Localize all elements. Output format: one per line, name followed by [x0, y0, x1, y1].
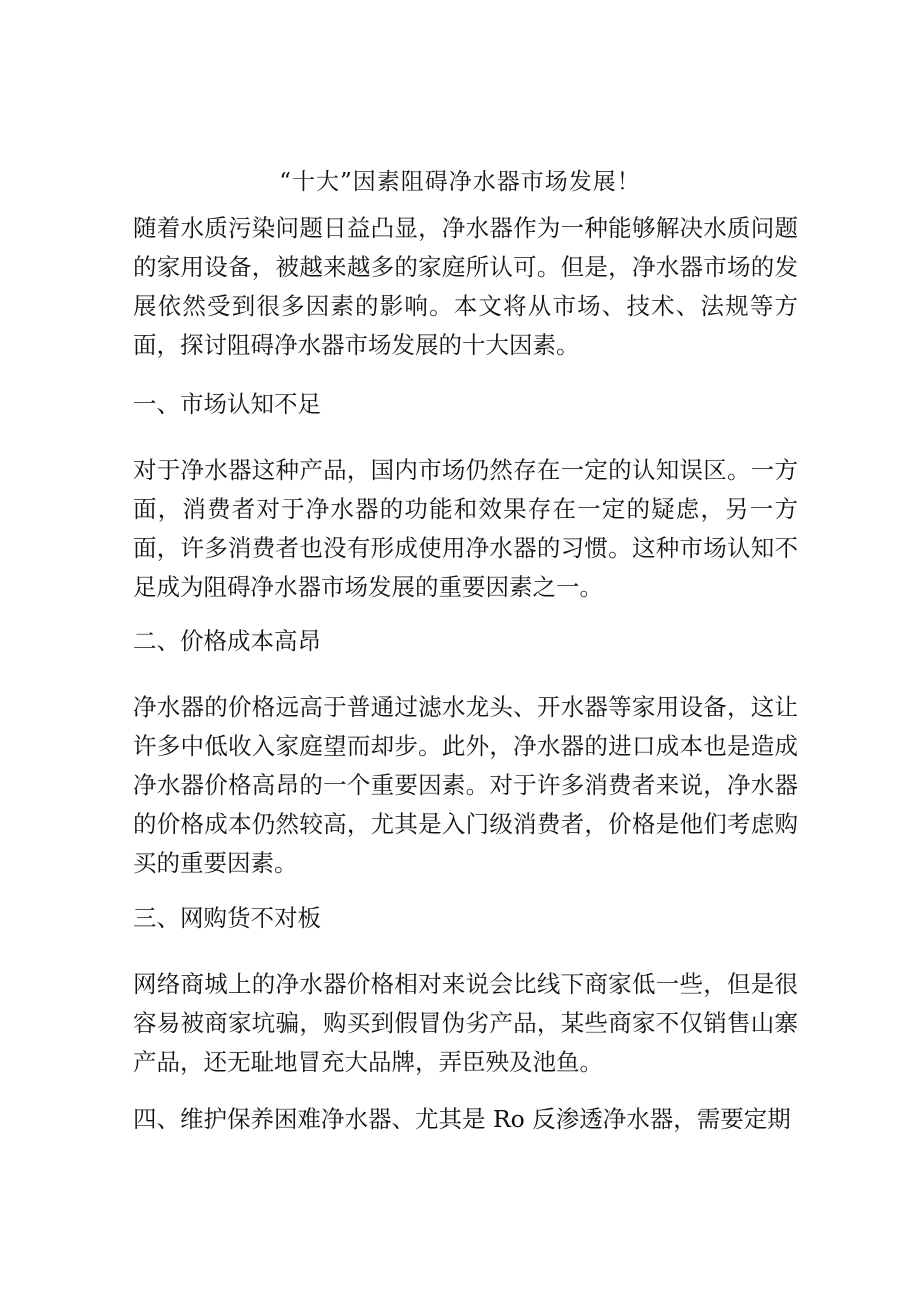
intro-paragraph: 随着水质污染问题日益凸显，净水器作为一种能够解决水质问题的家用设备，被越来越多的家庭所认可。但是，净水器市场的发展依然受到很多因素的影响。本文将从市场、技术、法规等方面，探讨阻碍净水器市场发展的十大因素。	[133, 214, 798, 359]
section-body-1: 对于净水器这种产品，国内市场仍然存在一定的认知误区。一方面，消费者对于净水器的功能和效果存在一定的疑虑，另一方面，许多消费者也没有形成使用净水器的习惯。这种市场认知不足成为阻碍净水器市场发展的重要因素之一。	[133, 456, 798, 601]
page-title: “十大”因素阻碍净水器市场发展！	[279, 169, 641, 195]
section-paragraph-4: 四、维护保养困难净水器、尤其是 Ro 反渗透净水器，需要定期	[133, 1105, 791, 1133]
section-body-2: 净水器的价格远高于普通过滤水龙头、开水器等家用设备，这让许多中低收入家庭望而却步。此外，净水器的进口成本也是造成净水器价格高昂的一个重要因素。对于许多消费者来说，净水器的价格成本仍然较高，尤其是入门级消费者，价格是他们考虑购买的重要因素。	[133, 693, 798, 877]
section-heading-3: 三、网购货不对板	[133, 904, 321, 932]
section-heading-2: 二、价格成本高昂	[133, 627, 321, 655]
section-body-3: 网络商城上的净水器价格相对来说会比线下商家低一些，但是很容易被商家坑骗，购买到假冒伪劣产品，某些商家不仅销售山寨产品，还无耻地冒充大品牌，弄臣殃及池鱼。	[133, 970, 798, 1076]
section-heading-1: 一、市场认知不足	[133, 390, 321, 418]
